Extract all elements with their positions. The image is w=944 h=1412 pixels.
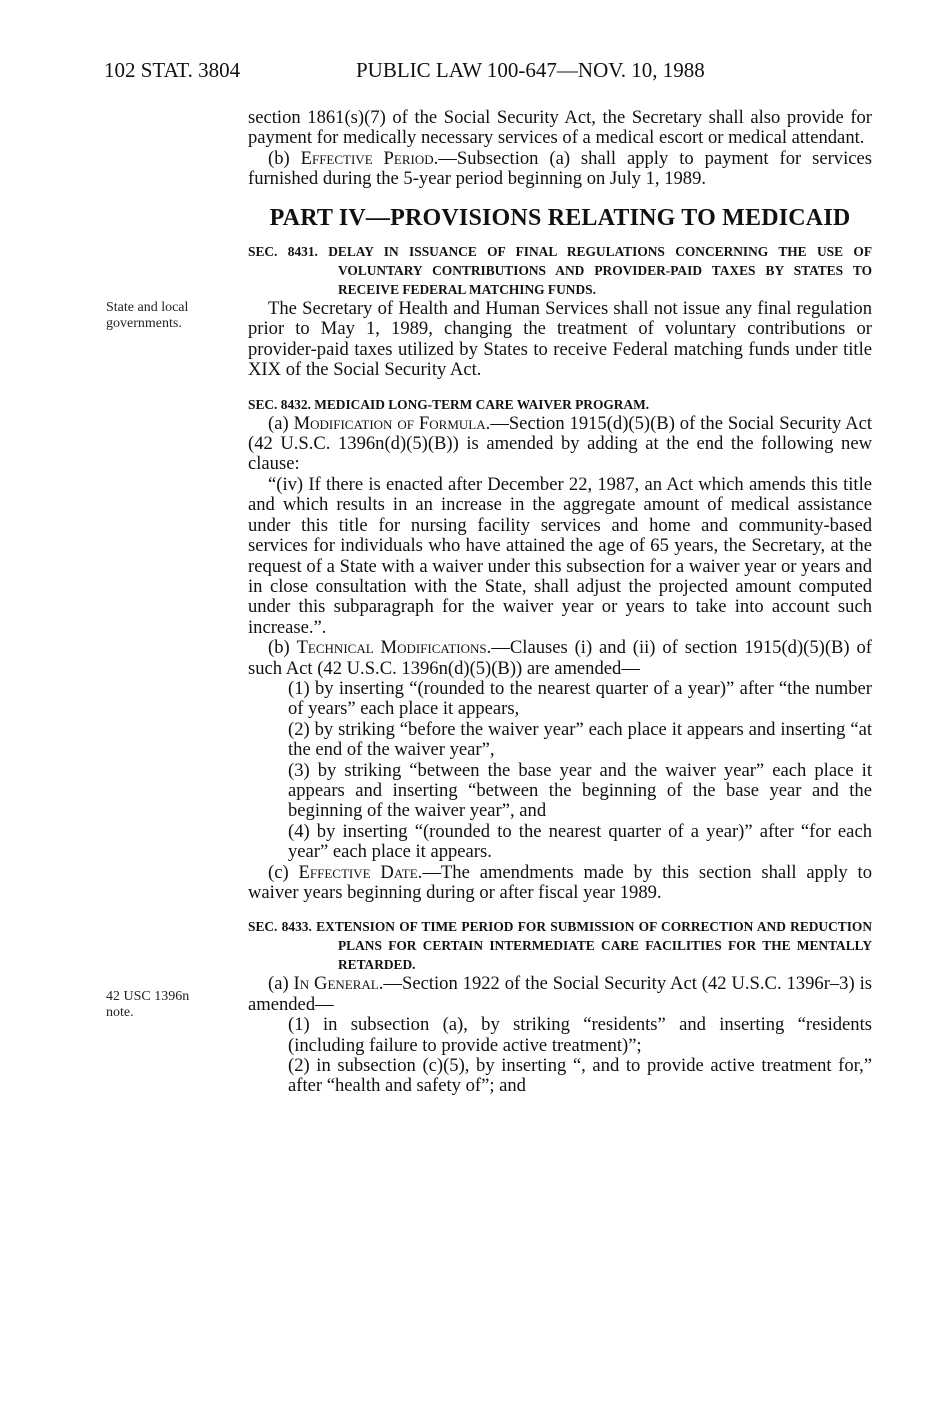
subsection-label: (a) [268,973,294,995]
subsection-label: (a) [268,412,294,434]
subsection-heading: In General. [293,973,384,995]
list-item: (2) in subsection (c)(5), by inserting “, and to provide active treatment for,” after “health and safety of”; and [288,1055,872,1097]
subsection-heading: Modification of Formula. [293,412,491,434]
statute-page-number: 102 STAT. 3804 [104,58,241,82]
public-law-citation: PUBLIC LAW 100-647—NOV. 10, 1988 [356,58,705,82]
paragraph-effective-period [248,149,872,190]
paragraph-intro: section 1861(s)(7) of the Social Security Act, the Secretary shall also provide for payment for medically necessary services of a medical escort or medical attendant. [248,107,872,149]
list-item: (1) by inserting “(rounded to the nearest quarter of a year)” after “the number of years” each place it appears, [288,677,872,720]
paragraph-in-general [248,974,872,1015]
subsection-label: (c) [268,861,299,883]
list-item: (4) by inserting “(rounded to the nearest quarter of a year)” after “for each year” each place it appears. [288,820,872,863]
subsection-heading: Effective Period. [300,147,439,169]
list-item: (2) by striking “before the waiver year” each place it appears and inserting “at the end of the waiver year”, [288,718,872,761]
paragraph-effective-date [248,863,872,904]
main-text [248,108,872,1097]
sidenote-usc [106,989,236,1021]
paragraph-clause-iv: “(iv) If there is enacted after December 22, 1987, an Act which amends this title and which results in an increase in the aggregate amount of medical assistance under this title for nursing facility services and home and community-based services for individuals who have attained the age of 65 years, the Secretary, at the request of a State with a waiver under this subsection for a waiver year or years and in close consultation with the State, shall adjust the projected amount computed under this subparagraph for the waiver year or years to take into account such increase.”. [248,473,872,638]
paragraph-modification-of-formula [248,414,872,475]
sidenote-line: note. [106,1005,134,1020]
list-item: (1) in subsection (a), by striking “residents” and inserting “residents (including failure to provide active treatment)”; [288,1014,872,1056]
sidenote-line: 42 USC 1396n [106,989,190,1004]
sidenote-line: State and local [106,300,189,315]
subsection-text: —Subsection (a) shall apply to payment for services furnished during the 5-year period beginning on July 1, 1989. [248,147,872,190]
subsection-label: (b) [268,147,301,169]
subsection-heading: Effective Date. [298,861,423,883]
part-title: PART IV—PROVISIONS RELATING TO MEDICAID [269,204,851,231]
subsection-text: —Section 1922 of the Social Security Act (42 U.S.C. 1396r–3) is amended— [248,973,872,1015]
section-8431-title: SEC. 8431. DELAY IN ISSUANCE OF FINAL REGULATIONS CONCERNING THE USE OF VOLUNTARY CONTRIBUTIONS AND PROVIDER-PAID TAXES BY STATES TO RECEIVE FEDERAL MATCHING FUNDS. [248,244,872,298]
subsection-text: —Section 1915(d)(5)(B) of the Social Security Act (42 U.S.C. 1396n(d)(5)(B)) is amended by adding at the end the following new clause: [248,412,872,475]
subsection-heading: Technical Modifications. [296,637,492,659]
subsection-text: —Clauses (i) and (ii) of section 1915(d)(5)(B) of such Act (42 U.S.C. 1396n(d)(5)(B)) are amended— [248,637,872,679]
list-item: (3) by striking “between the base year and the waiver year” each place it appears and inserting “between the beginning of the base year and the beginning of the waiver year”, and [288,759,872,822]
subsection-text: —The amendments made by this section shall apply to waiver years beginning during or after fiscal year 1989. [248,861,872,903]
section-8432-title: SEC. 8432. MEDICAID LONG-TERM CARE WAIVER PROGRAM. [248,396,650,412]
section-8431-text: The Secretary of Health and Human Services shall not issue any final regulation prior to May 1, 1989, changing the treatment of voluntary contributions or provider-paid taxes utilized by States to receive Federal matching funds under title XIX of the Social Security Act. [248,298,872,381]
paragraph-technical-modifications [248,638,872,679]
section-8433-title: SEC. 8433. EXTENSION OF TIME PERIOD FOR SUBMISSION OF CORRECTION AND REDUCTION PLANS FOR CERTAIN INTERMEDIATE CARE FACILITIES FOR THE MENTALLY RETARDED. [248,919,872,973]
sidenote-state-local [106,300,236,332]
subsection-label: (b) [268,637,297,659]
page-header [104,58,874,88]
sidenote-line: governments. [106,316,182,331]
